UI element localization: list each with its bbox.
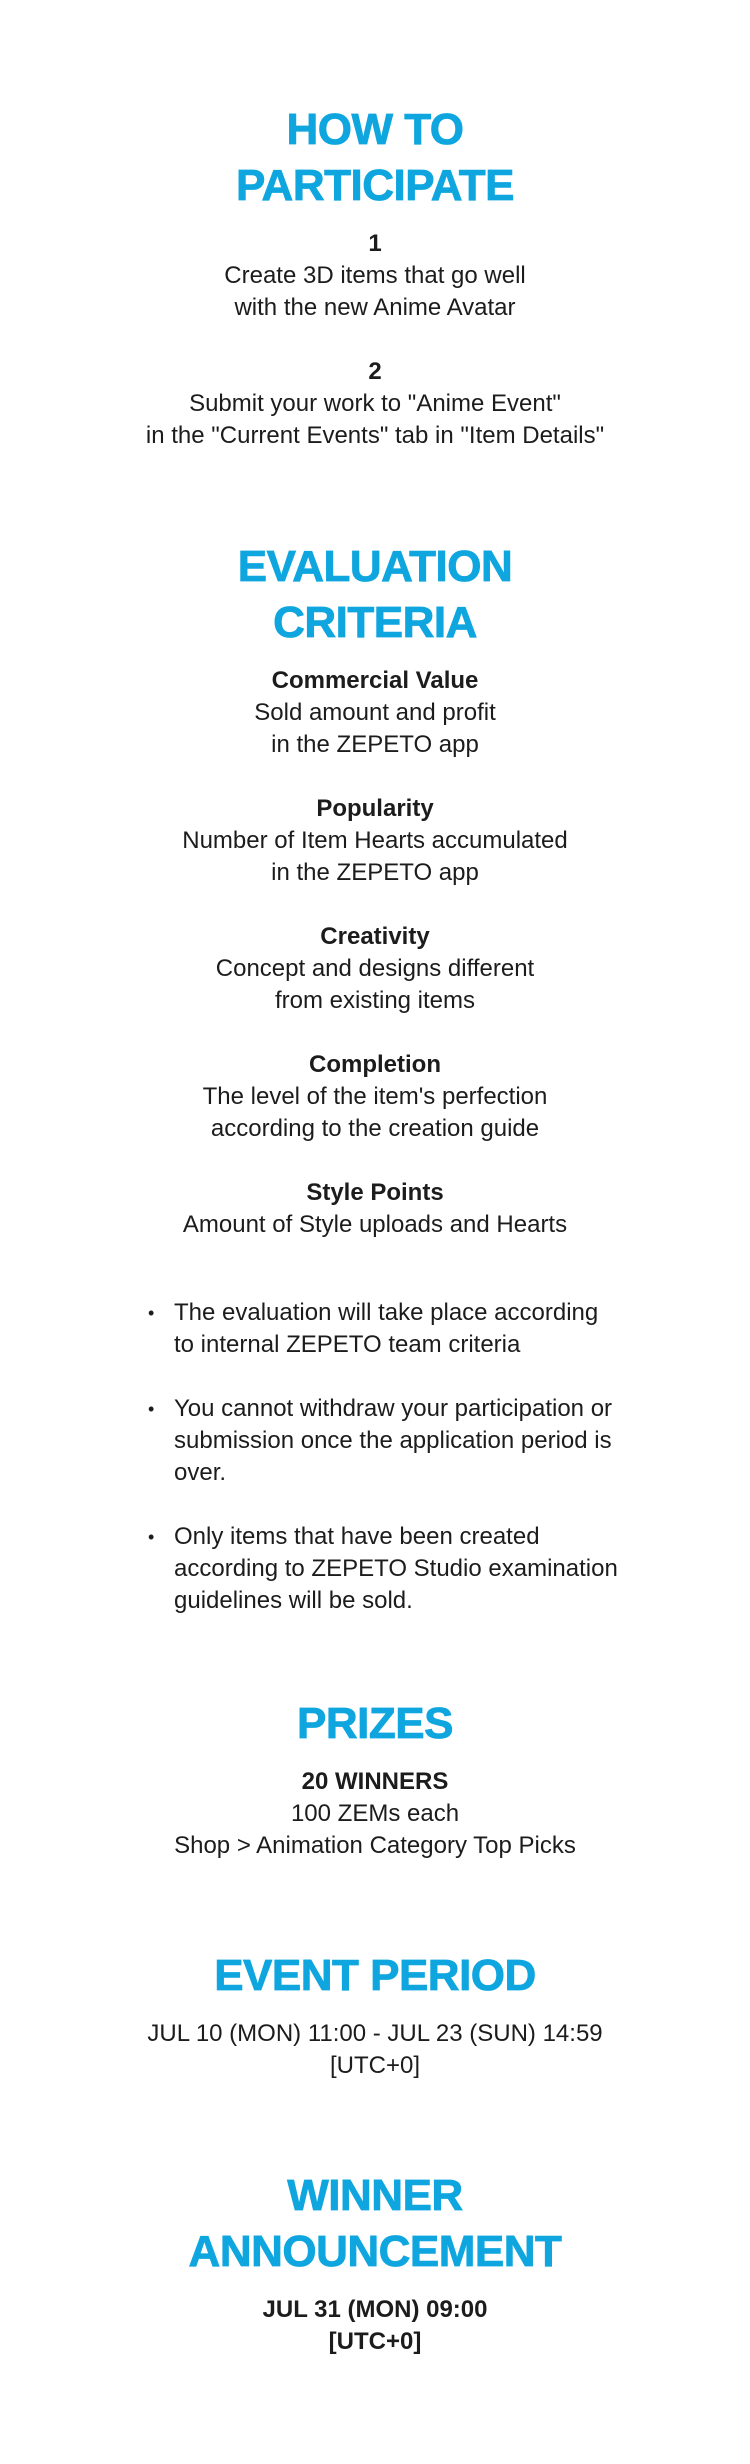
- criterion-popularity: [0, 793, 750, 889]
- criterion-style-points: [0, 1177, 750, 1241]
- event-period-range: JUL 10 (MON) 11:00 - JUL 23 (SUN) 14:59: [147, 2020, 603, 2047]
- winner-announcement-title-line-2: ANNOUNCEMENT: [188, 2227, 562, 2276]
- evaluation-notes: [148, 1297, 618, 1649]
- event-period-timezone: [UTC+0]: [329, 2052, 421, 2079]
- note-item: • Only items that have been created according to ZEPETO Studio examination guidelines will be sold.: [148, 1521, 618, 1617]
- criterion-desc-line: Sold amount and profit: [254, 699, 496, 726]
- criterion-completion: [0, 1049, 750, 1145]
- criterion-name: Popularity: [316, 795, 434, 822]
- criterion-creativity: [0, 921, 750, 1017]
- how-to-title: [0, 102, 750, 214]
- winner-announcement-title: [0, 2168, 750, 2280]
- step-text-line: Create 3D items that go well: [224, 262, 526, 289]
- criterion-desc-line: in the ZEPETO app: [271, 859, 479, 886]
- criterion-desc-line: Number of Item Hearts accumulated: [182, 827, 568, 854]
- prizes-placement: Shop > Animation Category Top Picks: [174, 1832, 576, 1859]
- prizes-title: PRIZES: [297, 1699, 453, 1748]
- how-to-section: [0, 102, 750, 452]
- criterion-name: Commercial Value: [271, 667, 479, 694]
- criterion-desc-line: in the ZEPETO app: [271, 731, 479, 758]
- how-to-title-line-1: HOW TO: [286, 105, 464, 154]
- criterion-commercial-value: [0, 665, 750, 761]
- note-item: • The evaluation will take place according to internal ZEPETO team criteria: [148, 1297, 618, 1361]
- criterion-desc-line: according to the creation guide: [210, 1115, 540, 1142]
- winner-announcement-section: [0, 2168, 750, 2358]
- criterion-desc-line: from existing items: [274, 987, 476, 1014]
- prizes-section: [0, 1696, 750, 1862]
- note-item: • You cannot withdraw your participation or submission once the application period is over.: [148, 1393, 618, 1489]
- step-number: 1: [368, 230, 382, 257]
- step-1: [0, 228, 750, 324]
- step-text-line: with the new Anime Avatar: [234, 294, 516, 321]
- winner-announcement-title-line-1: WINNER: [287, 2171, 463, 2220]
- evaluation-section: [0, 539, 750, 1241]
- step-number: 2: [368, 358, 382, 385]
- criterion-name: Style Points: [306, 1179, 444, 1206]
- evaluation-title-line-2: CRITERIA: [273, 598, 477, 647]
- step-text-line: Submit your work to "Anime Event": [189, 390, 561, 417]
- evaluation-title: [0, 539, 750, 651]
- announcement-timezone: [UTC+0]: [328, 2328, 422, 2355]
- event-period-section: [0, 1948, 750, 2082]
- prizes-winners: 20 WINNERS: [301, 1768, 449, 1795]
- how-to-title-line-2: PARTICIPATE: [235, 161, 515, 210]
- criterion-name: Completion: [309, 1051, 441, 1078]
- criterion-desc-line: Concept and designs different: [215, 955, 535, 982]
- prizes-zems: 100 ZEMs each: [290, 1800, 460, 1827]
- criterion-desc-line: Amount of Style uploads and Hearts: [182, 1211, 568, 1238]
- announcement-date: JUL 31 (MON) 09:00: [262, 2296, 488, 2323]
- event-period-title: EVENT PERIOD: [214, 1951, 536, 2000]
- evaluation-title-line-1: EVALUATION: [237, 542, 513, 591]
- criterion-name: Creativity: [320, 923, 430, 950]
- step-2: [0, 356, 750, 452]
- criterion-desc-line: The level of the item's perfection: [202, 1083, 548, 1110]
- step-text-line: in the "Current Events" tab in "Item Details": [145, 422, 605, 449]
